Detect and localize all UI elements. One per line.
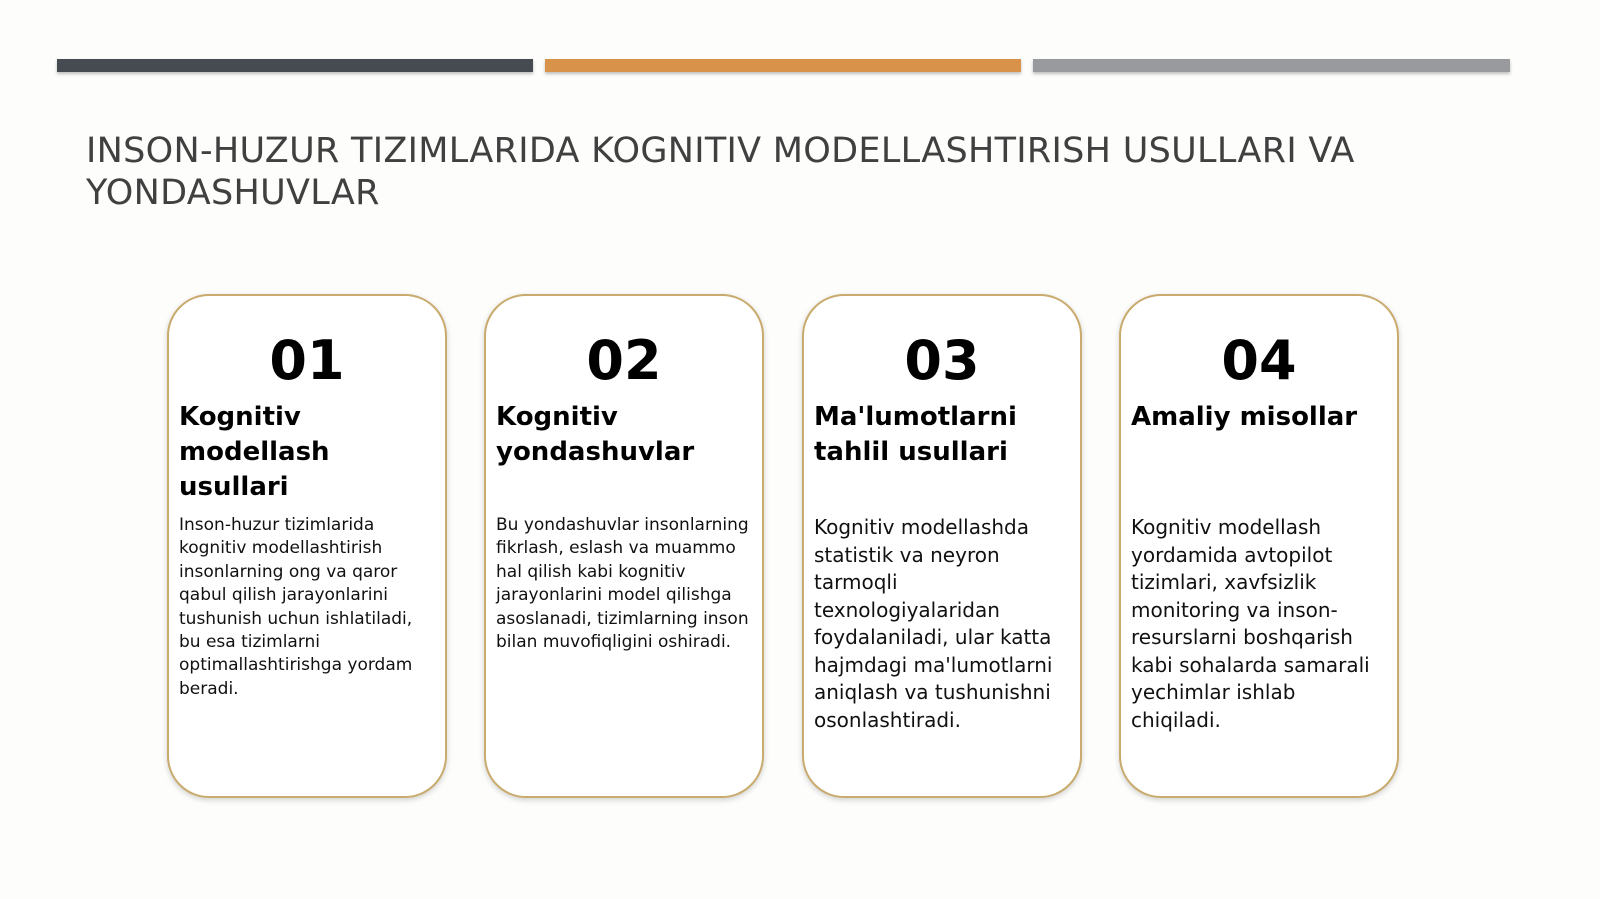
card-text: Kognitiv modellashda statistik va neyron tarmoqli texnologiyalaridan foydalaniladi, ular katta hajmdagi ma'lumotlarni aniqlash va tushunishni osonlashtiradi. [814, 515, 1053, 732]
card-text: Kognitiv modellash yordamida avtopilot tizimlari, xavfsizlik monitoring va inson-resurslarni boshqarish kabi sohalarda samarali yechimlar ishlab chiqiladi. [1131, 515, 1370, 732]
card-heading: Kognitiv modellash usullari [179, 402, 330, 502]
card-02 [484, 294, 764, 798]
slide-title: INSON-HUZUR TIZIMLARIDA KOGNITIV MODELLASHTIRISH USULLARI VA YONDASHUVLAR [86, 131, 1355, 213]
card-03 [802, 294, 1082, 798]
card-04 [1119, 294, 1399, 798]
decorative-bar-dark [57, 59, 533, 72]
card-number: 03 [904, 329, 980, 392]
card-text: Bu yondashuvlar insonlarning fikrlash, eslash va muammo hal qilish kabi kognitiv jarayonlarini model qilishga asoslanadi, tizimlarning inson bilan muvofiqligini oshiradi. [496, 515, 749, 653]
card-number: 04 [1221, 329, 1297, 392]
card-number: 01 [269, 329, 345, 392]
decorative-bar-orange [545, 59, 1021, 72]
card-heading: Amaliy misollar [1131, 402, 1358, 432]
card-heading: Kognitiv yondashuvlar [496, 402, 695, 467]
decorative-bar-gray [1033, 59, 1510, 72]
card-text: Inson-huzur tizimlarida kognitiv modellashtirish insonlarning ong va qaror qabul qilish jarayonlarini tushunish uchun ishlatiladi, bu esa tizimlarni optimallashtirishga yordam beradi. [179, 515, 413, 699]
card-number: 02 [586, 329, 662, 392]
card-heading: Ma'lumotlarni tahlil usullari [814, 402, 1017, 467]
card-01 [167, 294, 447, 798]
